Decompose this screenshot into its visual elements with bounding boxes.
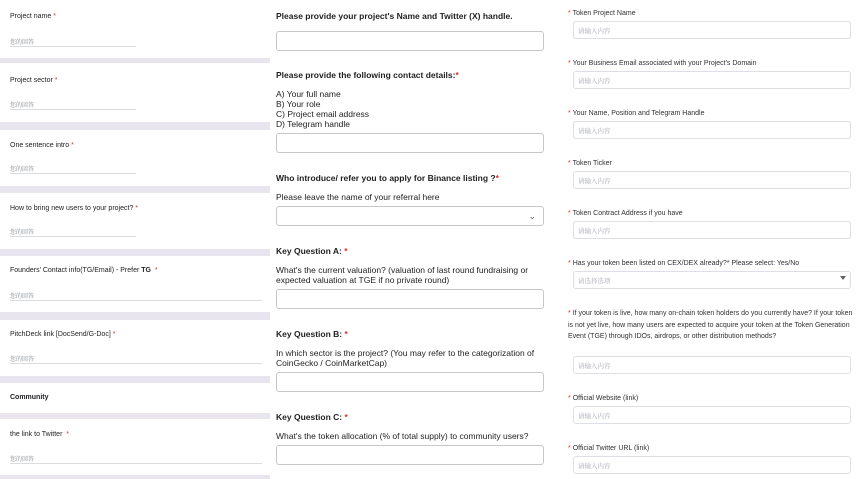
field-label: * If your token is live, how many on-chain token holders do you currently have? If your token is not yet live, how many users are expected to acquire your token at the Token Generation Event (TGE) through IDOs, airdrops, or other distribution methods? <box>568 310 853 340</box>
answer-underline <box>10 463 262 464</box>
answer-input-placeholder[interactable]: 您的回答 <box>10 457 35 463</box>
question-title: Key Question B: * <box>276 329 348 339</box>
answer-input-placeholder[interactable]: 您的回答 <box>10 357 35 363</box>
right-form-panel <box>560 0 860 479</box>
question-card <box>0 256 270 312</box>
question-label: One sentence intro * <box>10 142 74 149</box>
list-item: D) Telegram handle <box>276 119 351 129</box>
contact-details-input[interactable] <box>276 133 544 153</box>
question-title: Who introduce/ refer you to apply for Binance listing ?* <box>276 173 499 183</box>
answer-underline <box>10 173 136 174</box>
answer-underline <box>10 46 136 47</box>
input-placeholder: 请输入内容 <box>578 178 611 185</box>
question-card <box>0 63 270 122</box>
token-ticker-input[interactable] <box>573 171 851 189</box>
answer-underline <box>10 363 262 364</box>
list-item: A) Your full name <box>276 89 341 99</box>
twitter-url-input[interactable] <box>573 456 851 474</box>
answer-input-placeholder[interactable]: 您的回答 <box>10 294 35 300</box>
business-email-input[interactable] <box>573 71 851 89</box>
section-title: Community <box>10 394 49 401</box>
field-label: * Your Name, Position and Telegram Handle <box>568 110 705 117</box>
name-position-telegram-input[interactable] <box>573 121 851 139</box>
question-title: Please provide the following contact details:* <box>276 70 459 80</box>
token-project-name-input[interactable] <box>573 21 851 39</box>
question-subtitle: Please leave the name of your referral here <box>276 192 440 202</box>
question-label: Founders' Contact info(TG/Email) - Prefer TG * <box>10 267 158 274</box>
answer-input-placeholder[interactable]: 您的回答 <box>10 103 35 109</box>
question-title: Key Question A: * <box>276 246 348 256</box>
answer-underline <box>10 300 262 301</box>
field-label: * Official Website (link) <box>568 395 639 402</box>
token-holders-input[interactable] <box>573 356 851 374</box>
field-label: * Has your token been listed on CEX/DEX already?* Please select: Yes/No <box>568 260 800 267</box>
question-label: How to bring new users to your project? * <box>10 205 139 212</box>
left-form-panel <box>0 0 270 479</box>
input-placeholder: 请输入内容 <box>578 128 611 135</box>
field-label: * Token Ticker <box>568 160 612 167</box>
valuation-input[interactable] <box>276 289 544 309</box>
listed-select[interactable] <box>573 271 851 289</box>
field-label: * Official Twitter URL (link) <box>568 445 650 452</box>
caret-down-icon <box>840 276 846 280</box>
select-placeholder: 请选择选项 <box>578 278 611 285</box>
question-card <box>0 130 270 186</box>
field-label: * Token Project Name <box>568 10 636 17</box>
answer-input-placeholder[interactable]: 您的回答 <box>10 230 35 236</box>
section-header-card <box>0 383 270 413</box>
input-placeholder: 请输入内容 <box>578 363 611 370</box>
field-label: * Token Contract Address if you have <box>568 210 683 217</box>
sector-input[interactable] <box>276 372 544 392</box>
question-card <box>0 320 270 376</box>
question-card <box>0 0 270 58</box>
chevron-down-icon: ⌄ <box>528 211 536 221</box>
question-text: In which sector is the project? (You may refer to the categorization of CoinGecko / CoinMarketCap) <box>276 348 535 368</box>
field-label: * Your Business Email associated with your Project's Domain <box>568 60 757 67</box>
question-card <box>0 193 270 249</box>
list-item: B) Your role <box>276 99 321 109</box>
question-card <box>0 419 270 475</box>
question-label: the link to Twitter * <box>10 431 70 438</box>
allocation-input[interactable] <box>276 445 544 465</box>
input-placeholder: 请输入内容 <box>578 463 611 470</box>
list-item: C) Project email address <box>276 109 370 119</box>
question-label: PitchDeck link [DocSend/G-Doc] * <box>10 331 116 338</box>
middle-form-panel <box>270 0 560 479</box>
question-label: Project sector * <box>10 77 58 84</box>
answer-input-placeholder[interactable]: 您的回答 <box>10 40 35 46</box>
website-input[interactable] <box>573 406 851 424</box>
question-text: What's the current valuation? (valuation of last round fundraising or expected valuation at TGE if no private round) <box>276 265 529 285</box>
input-placeholder: 请输入内容 <box>578 413 611 420</box>
referral-select[interactable] <box>276 206 544 226</box>
input-placeholder: 请输入内容 <box>578 78 611 85</box>
answer-underline <box>10 236 136 237</box>
input-placeholder: 请输入内容 <box>578 228 611 235</box>
question-title: Please provide your project's Name and Twitter (X) handle. <box>276 11 513 21</box>
contract-address-input[interactable] <box>573 221 851 239</box>
name-twitter-input[interactable] <box>276 31 544 51</box>
contact-details-list <box>276 89 369 129</box>
question-label: Project name * <box>10 13 56 20</box>
answer-input-placeholder[interactable]: 您的回答 <box>10 167 35 173</box>
answer-underline <box>10 109 136 110</box>
question-title: Key Question C: * <box>276 412 348 422</box>
question-text: What's the token allocation (% of total supply) to community users? <box>276 431 529 441</box>
input-placeholder: 请输入内容 <box>578 28 611 35</box>
